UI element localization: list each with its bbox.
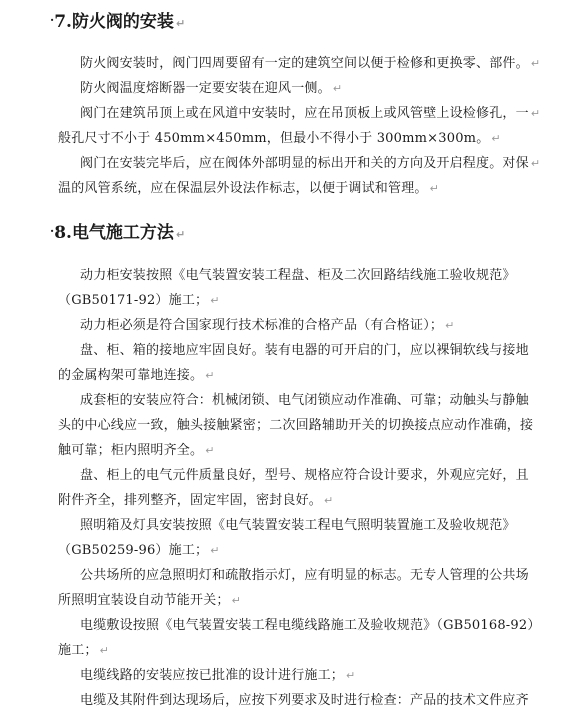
paragraph-mark-icon: ↵ <box>231 594 242 607</box>
heading-bullet: · <box>50 13 55 27</box>
paragraph-mark-icon: ↵ <box>175 228 186 241</box>
paragraph-line: 施工； ↵ <box>58 643 110 658</box>
paragraph-mark-icon: ↵ <box>332 82 343 95</box>
heading-number: 8. <box>54 223 72 243</box>
paragraph-line: 盘、柜上的电气元件质量良好，型号、规格应符合设计要求，外观应完好，且 <box>80 468 529 483</box>
paragraph-line: 温的风管系统，应在保温层外设法作标志，以便于调试和管理。 ↵ <box>58 181 440 196</box>
paragraph-mark-icon: ↵ <box>175 17 186 30</box>
paragraph-line: 防火阀温度熔断器一定要安装在迎风一侧。 ↵ <box>80 81 343 96</box>
heading-bullet: · <box>50 224 55 238</box>
paragraph-line: 头的中心线应一致，触头接触紧密；二次回路辅助开关的切换接点应动作准确，接 <box>58 418 534 433</box>
heading-number: 7. <box>54 12 72 32</box>
paragraph-line: 般孔尺寸不小于 450mm×450mm，但最小不得小于 300mm×300m。 ↵ <box>58 131 501 146</box>
paragraph-line: 照明箱及灯具安装按照《电气装置安装工程电气照明装置施工及验收规范》 <box>80 518 516 533</box>
paragraph-mark-icon: ↵ <box>205 369 215 382</box>
heading-title: 防火阀的安装 <box>71 12 174 32</box>
paragraph-mark-icon: ↵ <box>429 182 440 195</box>
paragraph-line: 电缆敷设按照《电气装置安装工程电缆线路施工及验收规范》（GB50168-92） <box>80 618 541 633</box>
paragraph-mark-icon: ↵ <box>210 544 220 557</box>
section-heading-8 <box>50 223 185 245</box>
paragraph-line: 所照明宜装设自动节能开关； ↵ <box>58 593 242 608</box>
paragraph-mark-icon: ↵ <box>210 294 220 307</box>
paragraph-line: 防火阀安装时，阀门四周要留有一定的建筑空间以便于检修和更换零、部件。 ↵ <box>80 56 541 71</box>
paragraph-line: 的金属构架可靠地连接。 ↵ <box>58 368 215 383</box>
paragraph-line: 盘、柜、箱的接地应牢固良好。装有电器的可开启的门，应以裸铜软线与接地 <box>80 343 529 358</box>
paragraph-mark-icon: ↵ <box>445 319 455 332</box>
paragraph-mark-icon: ↵ <box>346 669 356 682</box>
paragraph-line: （GB50171-92）施工； ↵ <box>58 293 220 308</box>
paragraph-mark-icon: ↵ <box>324 494 334 507</box>
paragraph-line: 阀门在建筑吊顶上或在风道中安装时，应在吊顶板上或风管壁上设检修孔，一 ↵ <box>80 106 541 121</box>
section-heading-7 <box>50 12 185 34</box>
paragraph-mark-icon: ↵ <box>530 57 541 70</box>
paragraph-mark-icon: ↵ <box>530 107 541 120</box>
paragraph-line: 触可靠；柜内照明齐全。 ↵ <box>58 443 215 458</box>
paragraph-line: 附件齐全，排列整齐，固定牢固，密封良好。 ↵ <box>58 493 334 508</box>
paragraph-line: 成套柜的安装应符合：机械闭锁、电气闭锁应动作准确、可靠；动触头与静触 <box>80 393 529 408</box>
heading-title: 电气施工方法 <box>71 223 174 243</box>
paragraph-line: 动力柜必须是符合国家现行技术标准的合格产品（有合格证）； ↵ <box>80 318 455 333</box>
paragraph-line: （GB50259-96）施工； ↵ <box>58 543 220 558</box>
paragraph-line: 电缆及其附件到达现场后，应按下列要求及时进行检查：产品的技术文件应齐 <box>80 693 529 708</box>
paragraph-line: 公共场所的应急照明灯和疏散指示灯，应有明显的标志。无专人管理的公共场 <box>80 568 529 583</box>
paragraph-line: 电缆线路的安装应按已批准的设计进行施工； ↵ <box>80 668 356 683</box>
paragraph-mark-icon: ↵ <box>205 444 215 457</box>
paragraph-line: 阀门在安装完毕后，应在阀体外部明显的标出开和关的方向及开启程度。对保 ↵ <box>80 156 541 171</box>
paragraph-mark-icon: ↵ <box>99 644 110 657</box>
paragraph-mark-icon: ↵ <box>491 132 501 145</box>
paragraph-line: 动力柜安装按照《电气装置安装工程盘、柜及二次回路结线施工验收规范》 <box>80 268 516 283</box>
paragraph-mark-icon: ↵ <box>530 157 541 170</box>
